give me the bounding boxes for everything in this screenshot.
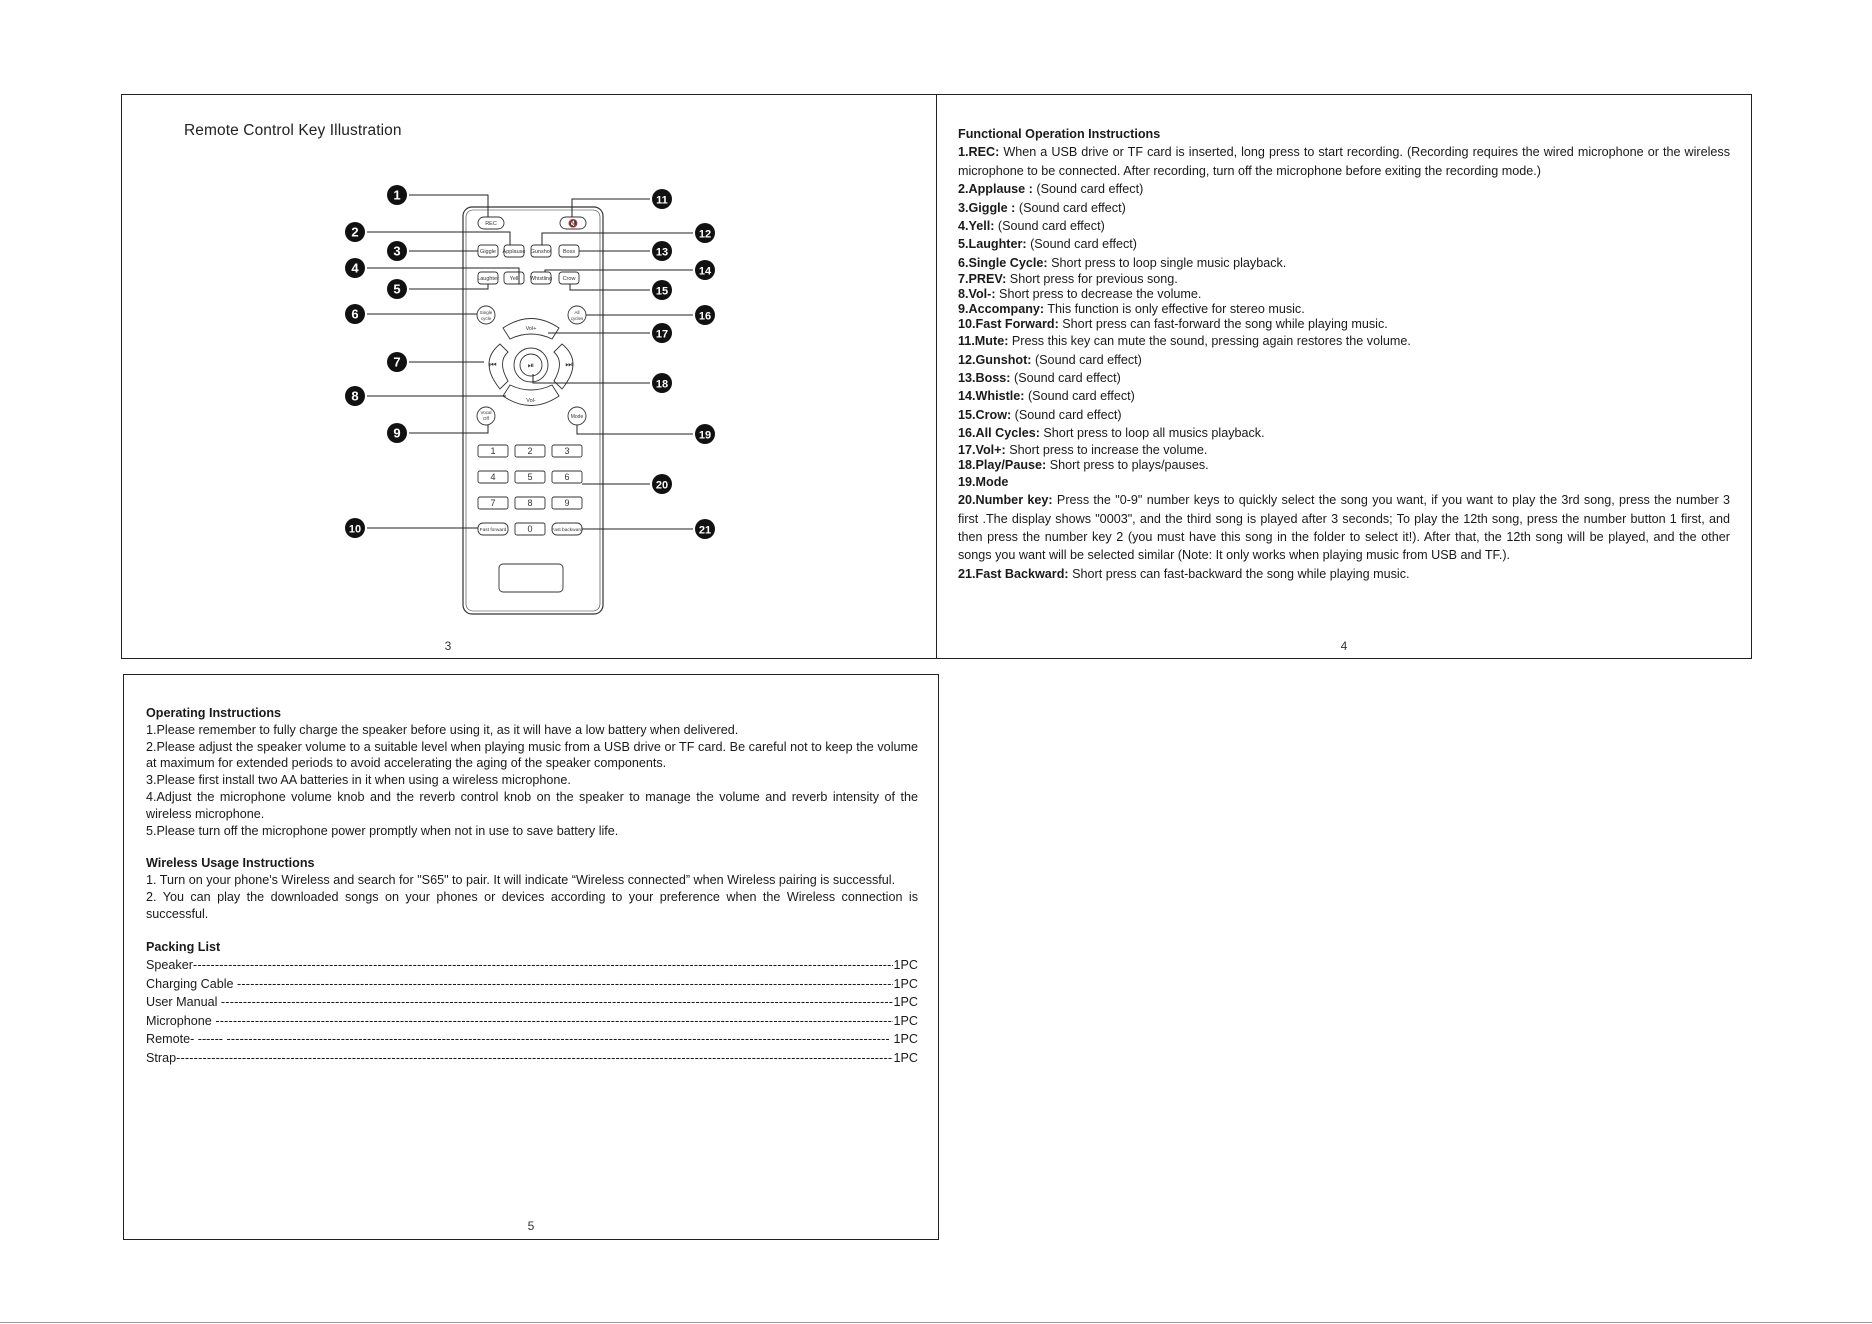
instruction-item — [958, 254, 1730, 272]
callout-leader-line — [577, 425, 693, 434]
instruction-key: 16.All Cycles: — [958, 426, 1040, 441]
svg-text:8: 8 — [351, 388, 359, 404]
number-key-2 — [515, 445, 545, 457]
svg-text:17: 17 — [655, 328, 669, 341]
svg-text:4: 4 — [351, 260, 359, 276]
svg-text:8: 8 — [527, 498, 533, 508]
svg-text:Single: Single — [479, 310, 493, 315]
instruction-text: (Sound card effect) — [1032, 182, 1144, 197]
svg-text:14: 14 — [698, 265, 712, 278]
instruction-key: 18.Play/Pause: — [958, 457, 1047, 472]
instruction-key: 4.Yell: — [958, 219, 995, 234]
instruction-item — [958, 369, 1730, 387]
number-key-6 — [552, 471, 582, 483]
svg-text:Applause: Applause — [502, 249, 526, 255]
svg-text:Laughter: Laughter — [477, 276, 499, 282]
instruction-key: 19.Mode — [958, 474, 1009, 489]
svg-text:2: 2 — [527, 446, 533, 456]
packing-item-name: Remote- ------ — [146, 1032, 227, 1047]
laughter-button — [477, 272, 499, 284]
instruction-key: 5.Laughter: — [958, 237, 1027, 252]
instruction-text: (Sound card effect) — [1031, 352, 1142, 367]
callout-marker — [345, 222, 365, 242]
svg-text:Gunshot: Gunshot — [530, 249, 552, 255]
callout-marker — [695, 424, 715, 444]
gunshot-button — [531, 245, 552, 257]
instruction-key: 6.Single Cycle: — [958, 255, 1048, 270]
vocal-off-button — [477, 407, 495, 425]
vol-plus-button — [503, 319, 559, 340]
callout-marker — [345, 258, 365, 278]
instruction-key: 7.PREV: — [958, 272, 1007, 287]
page-5-content — [146, 705, 918, 1068]
callout-marker — [652, 373, 672, 393]
packing-item-qty: 1PC — [893, 958, 918, 973]
callout-marker — [652, 280, 672, 300]
svg-text:12: 12 — [698, 228, 712, 241]
number-key-1 — [478, 445, 508, 457]
instruction-key: 21.Fast Backward: — [958, 566, 1069, 581]
callout-marker — [387, 185, 407, 205]
callout-marker — [695, 519, 715, 539]
svg-text:REC: REC — [485, 221, 497, 227]
packing-item-qty: 1PC — [893, 1013, 918, 1028]
all-cycles-button — [568, 306, 586, 324]
instruction-text: This function is only effective for stereo music. — [1044, 302, 1305, 317]
page-number: 3 — [444, 639, 452, 653]
svg-text:13: 13 — [655, 246, 669, 259]
callout-leader-line — [542, 233, 693, 245]
instruction-key: 20.Number key: — [958, 493, 1053, 508]
applause-button — [503, 245, 526, 257]
packing-row — [146, 1031, 918, 1050]
svg-text:21: 21 — [698, 524, 712, 537]
callout-marker — [345, 304, 365, 324]
svg-text:5: 5 — [393, 281, 401, 297]
operating-item: 1.Please remember to fully charge the speaker before using it, as it will have a low battery when delivered. — [146, 722, 739, 737]
page-number: 4 — [1340, 639, 1348, 653]
svg-text:1: 1 — [490, 446, 496, 456]
svg-text:1: 1 — [393, 187, 401, 203]
svg-text:15: 15 — [655, 285, 669, 298]
single-cycle-button — [477, 306, 495, 324]
vol-minus-button — [503, 385, 559, 406]
instruction-key: 8.Vol-: — [958, 287, 996, 302]
callout-marker — [652, 189, 672, 209]
svg-text:0: 0 — [527, 524, 533, 534]
instruction-text: Short press to loop all musics playback. — [1039, 426, 1265, 441]
packing-row — [146, 1013, 918, 1032]
instruction-text: (Sound card effect) — [1026, 237, 1137, 252]
callout-leader-line — [570, 284, 650, 290]
instruction-text: (Sound card effect) — [1011, 407, 1122, 422]
instruction-key: 10.Fast Forward: — [958, 317, 1059, 332]
instruction-item — [958, 406, 1730, 424]
svg-text:Vol-: Vol- — [526, 398, 536, 404]
svg-text:Fast forward: Fast forward — [479, 528, 507, 533]
instruction-item — [958, 387, 1730, 405]
instruction-key: 12.Gunshot: — [958, 352, 1032, 367]
callout-marker — [387, 423, 407, 443]
next-button — [554, 344, 573, 389]
instruction-text: (Sound card effect) — [1010, 371, 1121, 386]
instruction-key: 11.Mute: — [958, 334, 1009, 349]
svg-text:Mode: Mode — [570, 414, 584, 420]
packing-row — [146, 994, 918, 1013]
instruction-item — [958, 424, 1730, 442]
wireless-item: 1. Turn on your phone's Wireless and search for "S65" to pair. It will indicate “Wireless connected” when Wireless pairing is successful. — [146, 873, 896, 888]
instruction-item — [958, 217, 1730, 235]
giggle-button — [478, 245, 498, 257]
instruction-item — [958, 199, 1730, 217]
callout-leader-line — [409, 425, 488, 433]
packing-item-name: Microphone — [146, 1013, 216, 1028]
svg-text:Off: Off — [483, 416, 489, 421]
page-number: 5 — [527, 1219, 535, 1233]
page-title: Remote Control Key Illustration — [184, 122, 402, 139]
instruction-text: (Sound card effect) — [994, 219, 1105, 234]
fast-backward-button — [551, 523, 583, 535]
mode-button — [568, 407, 586, 425]
number-key-5 — [515, 471, 545, 483]
remote-battery-window — [499, 564, 563, 592]
svg-text:cycles: cycles — [570, 316, 584, 321]
instruction-item — [958, 302, 1730, 317]
packing-item-qty: 1PC — [893, 1050, 918, 1065]
svg-text:6: 6 — [564, 472, 570, 482]
packing-item-qty: 1PC — [893, 976, 918, 991]
operating-item: 2.Please adjust the speaker volume to a suitable level when playing music from a USB drive or TF card. Be careful not to keep the volume at maximum for extended periods to avoid accelerating the aging of the speaker components. — [146, 739, 918, 771]
instruction-text: Short press can fast-forward the song while playing music. — [1058, 317, 1388, 332]
wireless-heading: Wireless Usage Instructions — [146, 856, 315, 871]
callout-marker — [387, 352, 407, 372]
number-keys — [478, 445, 582, 509]
instruction-text: Press the "0-9" number keys to quickly select the song you want, if you want to play the 3rd song, press the number 3 first .The display shows "0003", and the third song is played after 3 seconds; To play the 12th song, press the number button 1 first, and then press the number key 2 (you must have this song in the folder to select it!). After that, the 12th song will be played, and the other songs you want will be selected similar (Note: It only works when playing music from USB and TF.). — [958, 493, 1730, 563]
operating-item: 4.Adjust the microphone volume knob and the reverb control knob on the speaker to manage the volume and reverb intensity of the wireless microphone. — [146, 789, 918, 821]
instruction-item — [958, 491, 1730, 565]
instruction-item — [958, 317, 1730, 332]
svg-text:7: 7 — [490, 498, 496, 508]
page-3-panel — [121, 94, 937, 659]
number-key-4 — [478, 471, 508, 483]
instruction-text: Short press to loop single music playback. — [1047, 255, 1287, 270]
prev-button — [489, 344, 508, 389]
mute-button — [560, 217, 586, 229]
number-key-8 — [515, 497, 545, 509]
mute-icon: 🔇 — [568, 219, 578, 228]
instruction-item — [958, 351, 1730, 369]
number-key-9 — [552, 497, 582, 509]
callout-marker — [695, 223, 715, 243]
callout-leader-line — [409, 195, 488, 217]
svg-text:19: 19 — [698, 429, 712, 442]
callout-marker — [695, 305, 715, 325]
svg-text:9: 9 — [393, 425, 401, 441]
operating-heading: Operating Instructions — [146, 706, 282, 720]
previous-icon: ⏮ — [489, 360, 497, 369]
svg-text:All: All — [574, 310, 580, 315]
wireless-item: 2. You can play the downloaded songs on your phones or devices according to your preference when the Wireless connection is successful. — [146, 889, 918, 921]
instruction-text: (Sound card effect) — [1015, 200, 1126, 215]
number-key-3 — [552, 445, 582, 457]
instruction-key: 15.Crow: — [958, 407, 1012, 422]
callout-marker — [652, 241, 672, 261]
callout-marker — [387, 279, 407, 299]
instruction-text: Short press can fast-backward the song while playing music. — [1068, 566, 1410, 581]
whistling-button — [530, 272, 552, 284]
boss-button — [559, 245, 579, 257]
packing-item-qty: 1PC — [893, 995, 918, 1010]
instruction-text: Short press to decrease the volume. — [995, 287, 1202, 302]
callout-marker — [345, 518, 365, 538]
rec-button — [478, 217, 504, 229]
instruction-text: Short press to plays/pauses. — [1046, 457, 1209, 472]
callout-leader-line — [572, 199, 650, 217]
svg-text:Whistling: Whistling — [529, 276, 553, 282]
yell-button — [504, 272, 524, 284]
svg-text:7: 7 — [393, 354, 401, 370]
callout-leader-line — [367, 232, 510, 245]
instruction-text: Short press to increase the volume. — [1005, 442, 1208, 457]
svg-text:Fast backward: Fast backward — [551, 528, 583, 533]
operating-item: 5.Please turn off the microphone power promptly when not in use to save battery life. — [146, 823, 619, 838]
callout-marker — [695, 260, 715, 280]
svg-text:Boss: Boss — [562, 249, 576, 255]
callout-marker — [387, 241, 407, 261]
svg-text:3: 3 — [564, 446, 570, 456]
instruction-text: When a USB drive or TF card is inserted, long press to start recording. (Recording requires the wired microphone or the wireless microphone to be connected. After recording, turn off the microphone before exiting the recording mode.) — [958, 145, 1730, 178]
play-pause-icon: ⏯ — [527, 361, 535, 370]
callout-marker — [652, 323, 672, 343]
packing-list — [146, 957, 918, 1068]
svg-text:2: 2 — [351, 224, 359, 240]
packing-row — [146, 957, 918, 976]
packing-item-name: Strap — [146, 1050, 177, 1065]
operating-item: 3.Please first install two AA batteries in it when using a wireless microphone. — [146, 773, 571, 788]
packing-item-name: User Manual — [146, 995, 221, 1010]
instruction-item — [958, 143, 1730, 180]
svg-text:Crow: Crow — [562, 276, 576, 282]
instruction-text: Short press for previous song. — [1006, 272, 1178, 287]
callout-marker — [652, 474, 672, 494]
svg-text:16: 16 — [698, 310, 712, 323]
svg-text:5: 5 — [527, 472, 533, 482]
packing-row — [146, 976, 918, 995]
callout-leader-line — [409, 284, 488, 289]
packing-item-name: Charging Cable — [146, 976, 238, 991]
callout-marker — [345, 386, 365, 406]
svg-text:18: 18 — [655, 378, 669, 391]
instruction-key: 9.Accompany: — [958, 302, 1045, 317]
instruction-item — [958, 458, 1730, 473]
packing-item-name: Speaker — [146, 958, 193, 973]
page-5-panel — [123, 674, 939, 1240]
svg-text:cycle: cycle — [480, 316, 492, 321]
instruction-key: 2.Applause : — [958, 182, 1033, 197]
remote-control-diagram — [122, 95, 938, 660]
callout-leader-line — [533, 374, 650, 383]
instruction-text: (Sound card effect) — [1024, 389, 1135, 404]
instruction-key: 13.Boss: — [958, 371, 1011, 386]
svg-text:3: 3 — [393, 243, 401, 259]
instruction-item — [958, 565, 1730, 583]
page-4-panel — [936, 94, 1752, 659]
svg-text:4: 4 — [490, 472, 496, 482]
instruction-item — [958, 443, 1730, 458]
svg-text:9: 9 — [564, 498, 570, 508]
svg-text:Vol+: Vol+ — [525, 326, 537, 332]
svg-text:Giggle: Giggle — [480, 249, 496, 255]
instruction-item — [958, 272, 1730, 287]
packing-item-qty: 1PC — [890, 1032, 918, 1047]
next-icon: ⏭ — [565, 360, 573, 369]
instruction-key: 1.REC: — [958, 145, 1000, 160]
svg-text:11: 11 — [656, 194, 668, 207]
instruction-key: 3.Giggle : — [958, 200, 1016, 215]
packing-row — [146, 1050, 918, 1069]
fast-forward-button — [478, 523, 508, 535]
instruction-item — [958, 235, 1730, 253]
instruction-item — [958, 287, 1730, 302]
instruction-item — [958, 332, 1730, 350]
functional-instructions — [958, 125, 1730, 583]
svg-text:Vocal: Vocal — [480, 410, 492, 415]
instruction-key: 17.Vol+: — [958, 442, 1006, 457]
instruction-item — [958, 473, 1730, 491]
svg-text:6: 6 — [351, 306, 359, 322]
instruction-text: Press this key can mute the sound, pressing again restores the volume. — [1008, 334, 1411, 349]
instruction-key: 14.Whistle: — [958, 389, 1025, 404]
number-key-0 — [515, 523, 545, 535]
svg-text:20: 20 — [655, 479, 669, 492]
number-key-7 — [478, 497, 508, 509]
svg-text:Yell: Yell — [509, 276, 519, 282]
svg-text:10: 10 — [348, 523, 362, 536]
bottom-rule — [0, 1322, 1872, 1323]
section-heading: Functional Operation Instructions — [958, 127, 1161, 141]
packing-heading: Packing List — [146, 939, 221, 954]
crow-button — [559, 272, 579, 284]
instruction-item — [958, 180, 1730, 198]
play-pause-button — [514, 348, 548, 382]
